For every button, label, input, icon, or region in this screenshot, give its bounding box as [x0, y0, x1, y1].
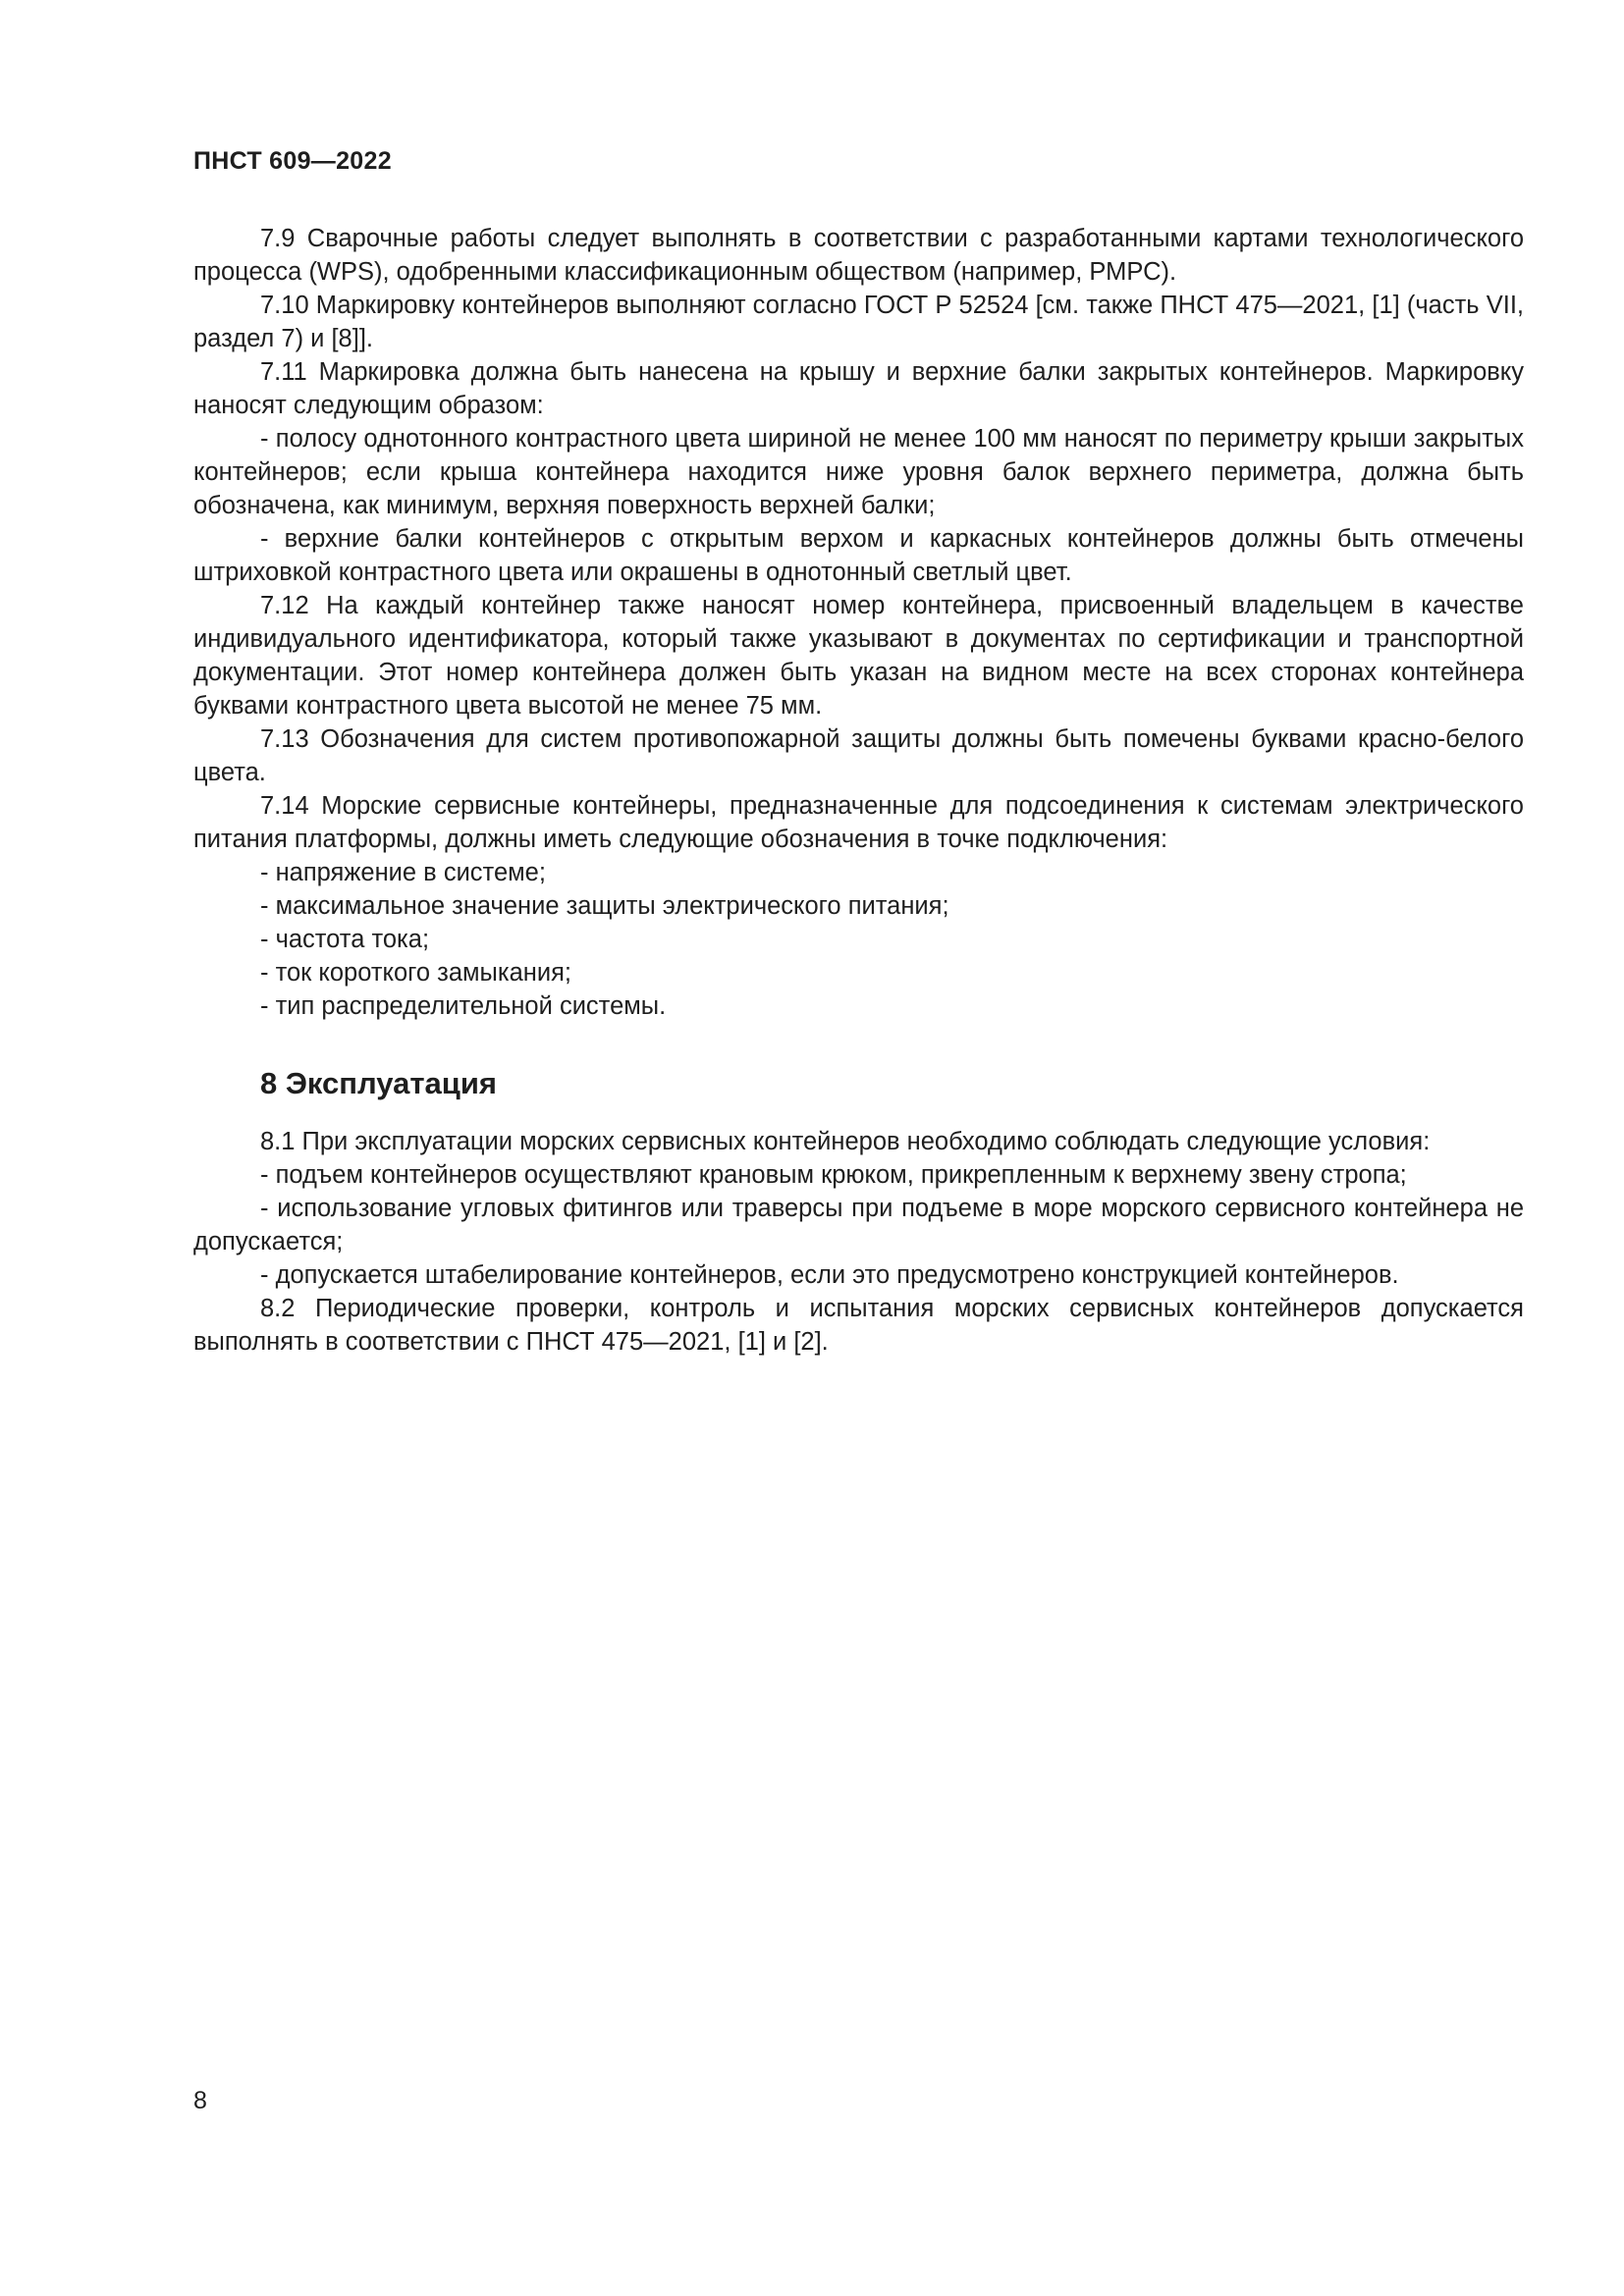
paragraph-7-9: 7.9 Сварочные работы следует выполнять в соответствии с разработанными картами технологического процесса (WPS), одобренными классификационным обществом (например, РМРС). [193, 225, 1524, 286]
list-item-8-1-b: - использование угловых фитингов или траверсы при подъеме в море морского сервисного контейнера не допускается; [193, 1195, 1524, 1255]
paragraph-7-13: 7.13 Обозначения для систем противопожарной защиты должны быть помечены буквами красно-белого цвета. [193, 725, 1524, 786]
paragraph-7-14: 7.14 Морские сервисные контейнеры, предназначенные для подсоединения к системам электрического питания платформы, должны иметь следующие обозначения в точке подключения: [193, 792, 1524, 853]
list-item-7-11-b: - верхние балки контейнеров с открытым верхом и каркасных контейнеров должны быть отмечены штриховкой контрастного цвета или окрашены в однотонный светлый цвет. [193, 525, 1524, 586]
list-item-7-14-b: - максимальное значение защиты электрического питания; [260, 892, 949, 920]
paragraph-7-12: 7.12 На каждый контейнер также наносят номер контейнера, присвоенный владельцем в качестве индивидуального идентификатора, который также указывают в документах по сертификации и транспортной документации. Этот номер контейнера должен быть указан на видном месте на всех сторонах контейнера буквами контрастного цвета высотой не менее 75 мм. [193, 592, 1524, 720]
list-item-8-1-a: - подъем контейнеров осуществляют крановым крюком, прикрепленным к верхнему звену стропа; [260, 1161, 1407, 1189]
document-header-code: ПНСТ 609—2022 [193, 147, 392, 175]
page-number: 8 [193, 2087, 207, 2114]
list-item-7-14-d: - ток короткого замыкания; [260, 959, 571, 987]
section-8-title: 8 Эксплуатация [260, 1066, 497, 1100]
paragraph-8-2: 8.2 Периодические проверки, контроль и испытания морских сервисных контейнеров допускается выполнять в соответствии с ПНСТ 475—2021, [1] и [2]. [193, 1295, 1524, 1356]
document-body [193, 222, 1524, 1359]
paragraph-7-10: 7.10 Маркировку контейнеров выполняют согласно ГОСТ Р 52524 [см. также ПНСТ 475—2021, [1] (часть VII, раздел 7) и [8]]. [193, 292, 1524, 352]
list-item-7-14-c: - частота тока; [260, 926, 430, 953]
list-item-8-1-c: - допускается штабелирование контейнеров, если это предусмотрено конструкцией контейнеров. [260, 1261, 1399, 1289]
list-item-7-14-e: - тип распределительной системы. [260, 992, 667, 1020]
paragraph-7-11: 7.11 Маркировка должна быть нанесена на крышу и верхние балки закрытых контейнеров. Маркировку наносят следующим образом: [193, 358, 1524, 419]
list-item-7-11-a: - полосу однотонного контрастного цвета шириной не менее 100 мм наносят по периметру крыши закрытых контейнеров; если крыша контейнера находится ниже уровня балок верхнего периметра, должна быть обозначена, как минимум, верхняя поверхность верхней балки; [193, 425, 1524, 519]
list-item-7-14-a: - напряжение в системе; [260, 859, 546, 886]
paragraph-8-1: 8.1 При эксплуатации морских сервисных контейнеров необходимо соблюдать следующие условия: [260, 1128, 1431, 1155]
